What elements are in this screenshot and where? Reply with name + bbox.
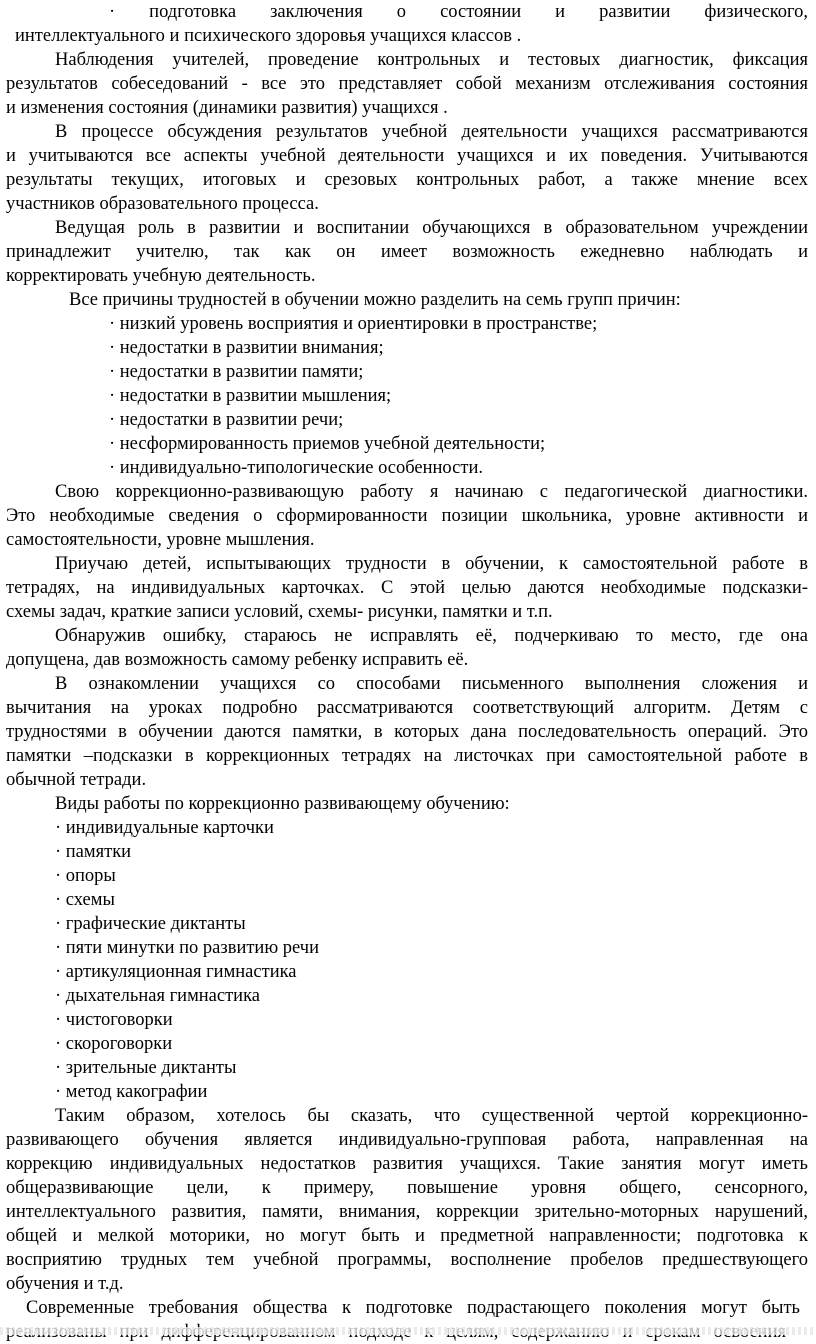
text-line: Виды работы по коррекционно развивающему обучению: (55, 794, 510, 814)
text-line: трудностями в обучении даются памятки, в которых дана последовательность операций. Это (6, 722, 808, 742)
text-line: результатов собеседований - все это представляет собой механизм отслеживания состояния (6, 74, 808, 94)
text-line: Современные требования общества к подготовке подрастающего поколения могут быть (26, 1298, 800, 1318)
text-line: · метод какографии (55, 1082, 208, 1102)
text-line: результаты текущих, итоговых и срезовых контрольных работ, а также мнение всех (6, 170, 808, 190)
text-line: · низкий уровень восприятия и ориентировки в пространстве; (109, 314, 598, 334)
text-line: интеллектуального развития, памяти, внимания, коррекции зрительно-моторных нарушений, (6, 1202, 808, 1222)
text-line: вычитания на уроках подробно рассматриваются соответствующий алгоритм. Детям с (6, 698, 808, 718)
text-line: · индивидуальные карточки (55, 818, 274, 838)
text-line: интеллектуального и психического здоровья учащихся классов . (15, 26, 522, 46)
text-line: Ведущая роль в развитии и воспитании обучающихся в образовательном учреждении (55, 218, 808, 238)
text-line: допущена, дав возможность самому ребенку исправить её. (6, 650, 469, 670)
text-line: Наблюдения учителей, проведение контрольных и тестовых диагностик, фиксация (55, 50, 808, 70)
text-line: схемы задач, краткие записи условий, схемы- рисунки, памятки и т.п. (6, 602, 553, 622)
text-line: · памятки (55, 842, 132, 862)
text-line: · недостатки в развитии мышления; (109, 386, 392, 406)
text-line: В ознакомлении учащихся со способами письменного выполнения сложения и (55, 674, 808, 694)
text-line: · индивидуально-типологические особенности. (109, 458, 483, 478)
text-line: · артикуляционная гимнастика (55, 962, 297, 982)
text-line: самостоятельности, уровне мышления. (6, 530, 315, 550)
text-line: и учитываются все аспекты учебной деятельности учащихся и их поведения. Учитываются (6, 146, 808, 166)
text-line: В процессе обсуждения результатов учебной деятельности учащихся рассматриваются (55, 122, 808, 142)
text-line: · дыхательная гимнастика (55, 986, 260, 1006)
text-line: участников образовательного процесса. (6, 194, 319, 214)
text-line: Все причины трудностей в обучении можно разделить на семь групп причин: (69, 290, 681, 310)
text-line: Это необходимые сведения о сформированности позиции школьника, уровне активности и (6, 506, 808, 526)
text-line: · недостатки в развитии речи; (109, 410, 344, 430)
text-line: общей и мелкой моторики, но могут быть и предметной направленности; подготовка к (6, 1226, 808, 1246)
text-line: · зрительные диктанты (55, 1058, 237, 1078)
text-line: · недостатки в развитии внимания; (109, 338, 384, 358)
text-line: общеразвивающие цели, к примеру, повышение уровня общего, сенсорного, (6, 1178, 808, 1198)
text-line: Приучаю детей, испытывающих трудности в обучении, к самостоятельной работе в (55, 554, 808, 574)
text-line: · скороговорки (55, 1034, 173, 1054)
text-line: тетрадях, на индивидуальных карточках. С этой целью даются необходимые подсказки- (6, 578, 808, 598)
text-line: Обнаружив ошибку, стараюсь не исправлять её, подчеркиваю то место, где она (55, 626, 808, 646)
text-line: обучения и т.д. (6, 1274, 124, 1294)
text-line: принадлежит учителю, так как он имеет возможность ежедневно наблюдать и (6, 242, 808, 262)
text-line: коррекцию индивидуальных недостатков развития учащихся. Такие занятия могут иметь (6, 1154, 808, 1174)
text-line: · опоры (55, 866, 116, 886)
text-line: · несформированность приемов учебной деятельности; (109, 434, 546, 454)
text-line: · пяти минутки по развитию речи (55, 938, 319, 958)
text-line: · подготовка заключения о состоянии и развитии физического, (109, 2, 808, 22)
text-line: развивающего обучения является индивидуально-групповая работа, направленная на (6, 1130, 808, 1150)
text-line: памятки –подсказки в коррекционных тетрадях на листочках при самостоятельной работе в (6, 746, 808, 766)
page-bottom-border (0, 1327, 816, 1335)
text-line: и изменения состояния (динамики развития) учащихся . (6, 98, 448, 118)
text-line: · чистоговорки (55, 1010, 173, 1030)
text-line: восприятию трудных тем учебной программы, восполнение пробелов предшествующего (6, 1250, 808, 1270)
text-line: Таким образом, хотелось бы сказать, что существенной чертой коррекционно- (55, 1106, 808, 1126)
text-line: Свою коррекционно-развивающую работу я начинаю с педагогической диагностики. (55, 482, 808, 502)
text-line: обычной тетради. (6, 770, 147, 790)
text-line: · недостатки в развитии памяти; (109, 362, 364, 382)
text-line: · графические диктанты (55, 914, 246, 934)
text-line: корректировать учебную деятельность. (6, 266, 316, 286)
text-line: · схемы (55, 890, 115, 910)
